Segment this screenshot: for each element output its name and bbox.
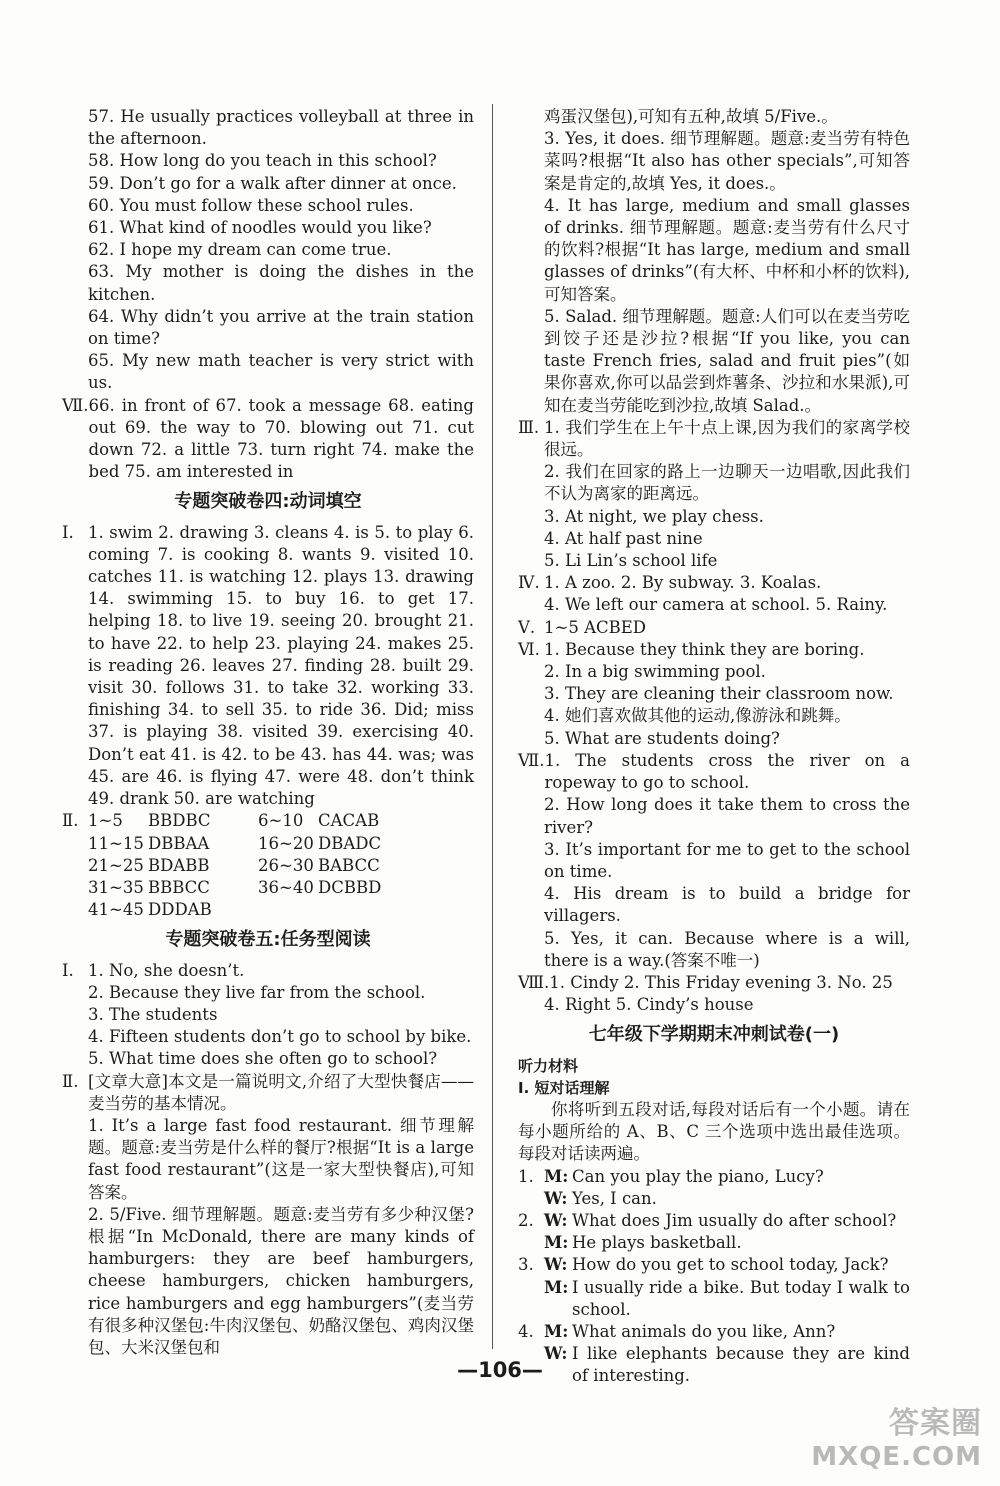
item-number: 58. (88, 151, 115, 171)
section-marker (62, 173, 88, 195)
section-marker (518, 728, 544, 750)
grid-cell: 21~25 (88, 855, 144, 875)
item-text: 3. At night, we play chess. (544, 506, 764, 526)
item-text: He usually practices volleyball at three in the afternoon. (88, 107, 474, 149)
list-item (518, 550, 910, 572)
list-item (518, 728, 910, 750)
item-number: 64. (88, 306, 115, 326)
list-item (518, 572, 910, 594)
dialogue-text: How do you get to school today, Jack? (572, 1255, 889, 1275)
speaker: M: (544, 1277, 569, 1297)
item-text: 2. How long does it take them to cross the river? (544, 795, 910, 837)
item-text: Don’t go for a walk after dinner at once. (119, 173, 457, 193)
list-item (518, 683, 910, 705)
item-text: You must follow these school rules. (119, 195, 414, 215)
grid-cell: 1~5 (88, 811, 123, 831)
section-marker (62, 239, 88, 261)
list-item (518, 972, 910, 994)
item-body (88, 306, 474, 350)
item-text: How long do you teach in this school? (119, 151, 437, 171)
item-text: My new math teacher is very strict with us. (88, 351, 474, 393)
grid-cell: CACAB (318, 811, 380, 831)
dialogue-line (518, 1277, 910, 1321)
watermark-bottom: MXQE.COM (811, 1442, 982, 1472)
listening-part-title: Ⅰ. 短对话理解 (518, 1078, 610, 1097)
item-text: 1~5 ACBED (544, 617, 647, 637)
list-item (62, 306, 474, 350)
item-text: 4. At half past nine (544, 528, 703, 548)
dialogue-text: I usually ride a bike. But today I walk to school. (572, 1277, 910, 1319)
section-marker (62, 350, 88, 394)
list-item (518, 128, 910, 195)
item-text: 5. Yes, it can. Because where is a will, there is a way.(答案不唯一) (544, 928, 910, 970)
section-marker (62, 261, 88, 305)
section-marker (518, 550, 544, 572)
item-text: 2. 5/Five. 细节理解题。题意:麦当劳有多少种汉堡?根据“In McDonald, there are many kinds of hamburgers: they are beef hamburgers, cheese hamburgers, chicken hamburgers, rice hamburgers and egg hamburgers”(麦当劳有很多种汉堡包:牛肉汉堡包、奶酪汉堡包、鸡肉汉堡包、大米汉堡包和 (88, 1204, 474, 1357)
grid-cell: 41~45 (88, 900, 144, 920)
item-number: 57. (88, 107, 115, 126)
section-marker (62, 195, 88, 217)
watermark-logo (811, 1398, 982, 1472)
listening-instructions: 你将听到五段对话,每段对话后有一个小题。请在每小题所给的 A、B、C 三个选项中选出最佳选项。每段对话读两遍。 (518, 1099, 910, 1164)
section-marker: Ⅱ. (62, 1071, 79, 1091)
grid-cell: 36~40 (258, 877, 314, 897)
item-text: 3. The students (88, 1004, 218, 1024)
section-marker (62, 106, 88, 150)
answer-block (62, 810, 474, 921)
section-marker (62, 217, 88, 239)
list-item (518, 839, 910, 883)
section-marker (518, 594, 544, 616)
list-item (518, 794, 910, 838)
grid-cell: BBDBC (148, 811, 211, 831)
section-title: 专题突破卷五:任务型阅读 (165, 929, 371, 951)
dialogue-line (518, 1166, 910, 1188)
item-text: 1. The students cross the river on a ropeway to go to school. (544, 750, 910, 793)
section-marker (62, 1026, 88, 1048)
intro-text (62, 1071, 474, 1115)
section-marker: Ⅵ. (518, 639, 540, 659)
item-text: 3. It’s important for me to get to the school on time. (544, 839, 910, 881)
list-item (62, 261, 474, 305)
item-text: 1. Because they think they are boring. (544, 639, 865, 659)
speaker: M: (544, 1321, 569, 1341)
section-marker (62, 982, 88, 1004)
speaker: W: (544, 1255, 568, 1275)
item-number: 62. (88, 240, 115, 260)
item-text: 2. In a big swimming pool. (544, 662, 766, 682)
list-item (518, 617, 910, 639)
grid-cell: BABCC (318, 855, 380, 875)
item-text: in front of 67. took a message 68. eating out 69. the way to 70. blowing out 71. cut down 72. a little 73. turn right 74. make the bed 75. am interested in (88, 395, 474, 482)
item-number: 60. (88, 195, 115, 215)
item-text: 5. What time does she often go to school? (88, 1049, 438, 1069)
dialogue-number (518, 1188, 544, 1210)
section-title: 七年级下学期期末冲刺试卷(一) (588, 1024, 840, 1046)
item-text: 2. 我们在回家的路上一边聊天一边唱歌,因此我们不认为离家的距离远。 (544, 462, 910, 504)
item-number: 59. (88, 173, 115, 193)
list-item (62, 960, 474, 982)
list-item (518, 594, 910, 616)
grid-cell: 31~35 (88, 877, 144, 897)
section-marker (518, 106, 544, 128)
section-marker: Ⅷ. (518, 972, 550, 992)
list-item (518, 639, 910, 661)
section-marker (62, 150, 88, 172)
grid-cell: 11~15 (88, 833, 144, 853)
list-item (518, 461, 910, 505)
dialogue-line (518, 1232, 910, 1254)
grid-cell: DBADC (318, 833, 382, 853)
answer-block (62, 522, 474, 811)
section-marker (518, 506, 544, 528)
item-text: My mother is doing the dishes in the kitchen. (88, 262, 474, 304)
item-body (88, 261, 474, 305)
list-item (62, 1204, 474, 1359)
list-item (518, 195, 910, 306)
dialogue-line (518, 1254, 910, 1276)
item-body (88, 150, 474, 172)
dialogue-text: What animals do you like, Ann? (572, 1321, 836, 1341)
dialogue-line (518, 1188, 910, 1210)
section-marker (518, 994, 544, 1016)
column-divider (492, 104, 493, 1349)
item-body (88, 239, 474, 261)
section-marker: Ⅰ. (62, 522, 74, 542)
item-body (88, 106, 474, 150)
section-marker (518, 528, 544, 550)
grid-cell: 16~20 (258, 833, 314, 853)
section-marker: Ⅰ. (62, 960, 74, 980)
item-number: 65. (88, 351, 115, 371)
list-item (62, 1026, 474, 1048)
section-marker: Ⅴ. (518, 617, 536, 637)
item-body (88, 173, 474, 195)
item-number: 63. (88, 262, 115, 282)
list-item (518, 928, 910, 972)
list-item (518, 705, 910, 727)
section-marker (62, 1048, 88, 1070)
grid-cell: DBBAA (148, 833, 210, 853)
dialogue-number: 3. (518, 1255, 534, 1275)
section-marker (518, 683, 544, 705)
right-column (518, 106, 910, 1388)
item-text: 3. Yes, it does. 细节理解题。题意:麦当劳有特色菜吗?根据“It also has other specials”,可知答案是肯定的,故填 Yes, it does.。 (544, 129, 910, 193)
section-marker (518, 128, 544, 195)
list-item (518, 306, 910, 417)
list-item (62, 106, 474, 150)
section-marker (518, 661, 544, 683)
section-marker (518, 883, 544, 927)
grid-cell: DDDAB (148, 900, 212, 920)
section-marker (62, 1204, 88, 1359)
dialogue-number: 1. (518, 1166, 534, 1186)
dialogue-text: Can you play the piano, Lucy? (572, 1166, 824, 1186)
section-marker (62, 306, 88, 350)
speaker: M: (544, 1233, 569, 1253)
list-item (62, 150, 474, 172)
section-marker (518, 928, 544, 972)
watermark-top: 答案圈 (889, 1406, 982, 1441)
list-item (518, 994, 910, 1016)
grid-cell: 26~30 (258, 855, 314, 875)
list-item (62, 350, 474, 394)
item-body (88, 195, 474, 217)
item-text: 1. 我们学生在上午十点上课,因为我们的家离学校很远。 (544, 417, 910, 460)
item-text: I hope my dream can come true. (119, 240, 392, 260)
page-number: —106— (457, 1358, 543, 1382)
list-item (62, 195, 474, 217)
grid-cell (318, 899, 428, 921)
section-marker: Ⅲ. (518, 417, 540, 437)
item-text: 4. We left our camera at school. 5. Rainy. (544, 595, 888, 615)
section-marker (62, 1115, 88, 1204)
dialogue-number: 4. (518, 1321, 534, 1341)
dialogue-number: 2. (518, 1210, 534, 1230)
speaker: M: (544, 1166, 569, 1186)
item-text: [文章大意]本文是一篇说明文,介绍了大型快餐店——麦当劳的基本情况。 (88, 1071, 474, 1113)
list-item (62, 217, 474, 239)
section-marker (518, 306, 544, 417)
dialogue-line (518, 1210, 910, 1232)
list-item (518, 528, 910, 550)
list-item (518, 750, 910, 794)
item-text: 鸡蛋汉堡包),可知有五种,故填 5/Five.。 (544, 107, 838, 126)
continued-text (518, 106, 910, 128)
dialogue-text: What does Jim usually do after school? (572, 1210, 897, 1230)
grid-cell: BDABB (148, 855, 210, 875)
list-item (518, 883, 910, 927)
section-marker: Ⅶ. (518, 750, 545, 770)
item-text: 4. It has large, medium and small glasses of drinks. 细节理解题。题意:麦当劳有什么尺寸的饮料?根据“It has large, medium and small glasses of drinks”(有大杯、中杯和小杯的饮料),可知答案。 (544, 195, 910, 304)
list-item (62, 395, 474, 484)
list-item (518, 506, 910, 528)
item-text: 5. What are students doing? (544, 728, 780, 748)
answer-grid (88, 810, 474, 921)
dialogue-number (518, 1232, 544, 1254)
list-item (62, 1048, 474, 1070)
item-text: 4. 她们喜欢做其他的运动,像游泳和跳舞。 (544, 706, 851, 726)
item-text: 3. They are cleaning their classroom now. (544, 684, 894, 704)
list-item (62, 239, 474, 261)
item-text: 1. swim 2. drawing 3. cleans 4. is 5. to play 6. coming 7. is cooking 8. wants 9. visited 10. catches 11. is watching 12. plays 13. drawing 14. swimming 15. to buy 16. to get 17. helping 18. to live 19. seeing 20. brought 21. to have 22. to help 23. playing 24. makes 25. is reading 26. leaves 27. finding 28. built 29. visit 30. follows 31. to take 32. working 33. finishing 34. to sell 35. to ride 36. Did; miss 37. is playing 38. visited 39. exercising 40. Don’t eat 41. is 42. to be 43. has 44. was; was 45. are 46. is flying 47. were 48. don’t think 49. drank 50. are watching (88, 522, 474, 809)
dialogue-number (518, 1277, 544, 1321)
item-text: 1. It’s a large fast food restaurant. 细节理解题。题意:麦当劳是什么样的餐厅?根据“It is a large fast food restaurant”(这是一家大型快餐店),可知答案。 (88, 1115, 474, 1202)
item-text: 5. Li Lin’s school life (544, 551, 718, 571)
left-column (62, 106, 474, 1359)
item-text: 4. Fifteen students don’t go to school by bike. (88, 1027, 472, 1047)
grid-cell: 6~10 (258, 811, 304, 831)
dialogue-line (518, 1321, 910, 1343)
section-marker: Ⅶ. (62, 395, 89, 415)
item-text: 4. His dream is to build a bridge for villagers. (544, 884, 910, 926)
section-title: 专题突破卷四:动词填空 (174, 491, 362, 513)
section-marker: Ⅱ. (62, 811, 79, 831)
grid-cell: BBBCC (148, 877, 210, 897)
item-number: 61. (88, 218, 115, 238)
section-marker (62, 1004, 88, 1026)
listening-label: 听力材料 (518, 1056, 579, 1075)
list-item (62, 1115, 474, 1204)
grid-cell (258, 899, 318, 921)
dialogue-text: He plays basketball. (572, 1233, 742, 1253)
section-marker (518, 705, 544, 727)
item-text: Why didn’t you arrive at the train station on time? (88, 306, 474, 349)
item-text: 5. Salad. 细节理解题。题意:人们可以在麦当劳吃到饺子还是沙拉?根据“If you like, you can taste French fries, salad and fruit pies”(如果你喜欢,你可以品尝到炸薯条、沙拉和水果派),可知在麦当劳能吃到沙拉,故填 Salad.。 (544, 306, 910, 415)
item-text: 4. Right 5. Cindy’s house (544, 995, 754, 1015)
item-number: 66. (88, 395, 115, 415)
item-text: What kind of noodles would you like? (119, 218, 432, 238)
list-item (518, 417, 910, 461)
list-item (62, 982, 474, 1004)
dialogue-text: Yes, I can. (572, 1188, 657, 1208)
list-item (62, 173, 474, 195)
section-marker (518, 794, 544, 838)
item-body (88, 217, 474, 239)
grid-cell: DCBBD (318, 877, 382, 897)
item-body (89, 395, 474, 484)
item-text: 1. A zoo. 2. By subway. 3. Koalas. (544, 573, 822, 593)
item-text: 1. No, she doesn’t. (88, 960, 245, 980)
item-text: 1. Cindy 2. This Friday evening 3. No. 25 (549, 972, 893, 992)
section-marker: Ⅳ. (518, 573, 540, 593)
section-marker (518, 195, 544, 306)
section-marker (518, 461, 544, 505)
speaker: W: (544, 1344, 568, 1364)
list-item (518, 661, 910, 683)
speaker: W: (544, 1188, 568, 1208)
item-body (88, 350, 474, 394)
item-text: 2. Because they live far from the school. (88, 982, 426, 1002)
speaker: W: (544, 1210, 568, 1230)
section-marker (518, 839, 544, 883)
dialogue-text: I like elephants because they are kind of interesting. (572, 1344, 910, 1386)
list-item (62, 1004, 474, 1026)
